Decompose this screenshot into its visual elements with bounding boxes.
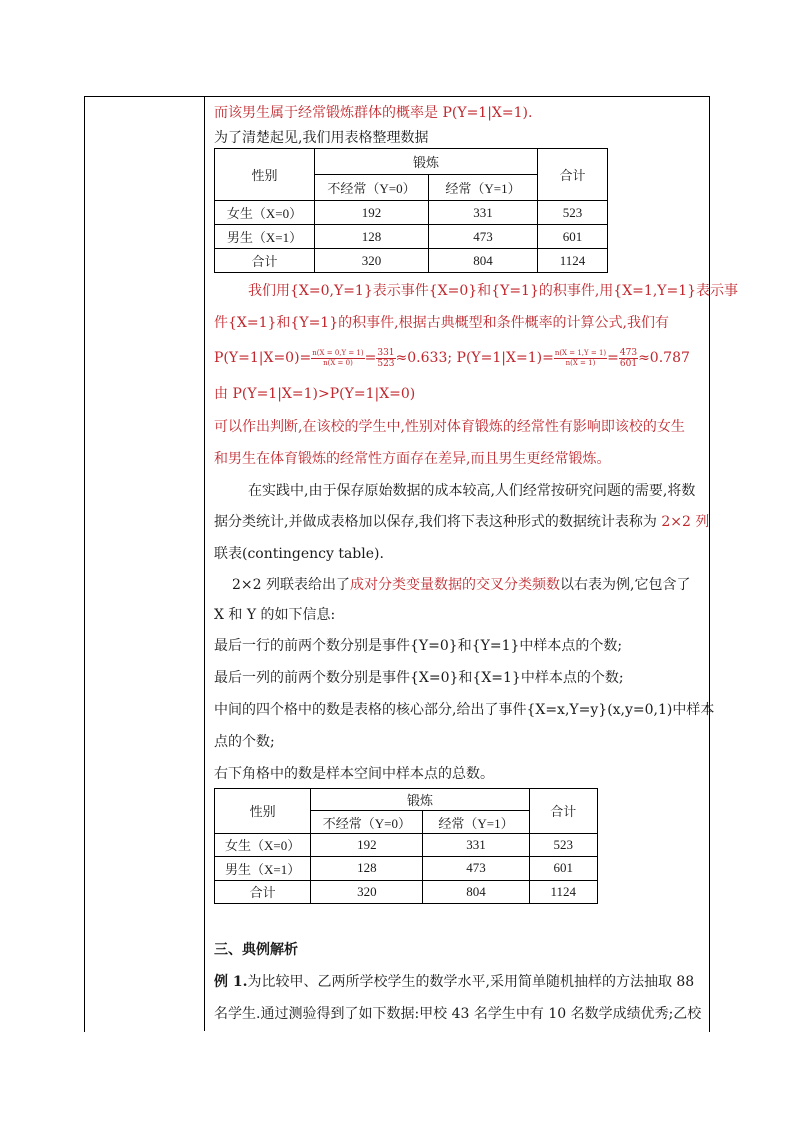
table-header-not-often: 不经常（Y=0） — [311, 811, 423, 833]
table-cell: 804 — [423, 880, 529, 903]
table-cell: 523 — [529, 833, 597, 856]
table-cell: 523 — [538, 201, 608, 225]
formula-left-prefix: P(Y=1|X=0)= — [214, 350, 312, 366]
table-header-gender: 性别 — [215, 789, 311, 834]
table-cell: 601 — [538, 225, 608, 249]
text-line-6c: 联表(contingency table). — [214, 546, 384, 562]
text-line-5b: 和男生在体育锻炼的经常性方面存在差异,而且男生更经常锻炼。 — [214, 451, 611, 467]
contingency-table-2 — [214, 788, 598, 904]
fraction-1: $\frac{n(X = 0,Y = 1)}{n(X = 0)}$ — [312, 348, 364, 367]
fraction-2: $\frac{n(X = 1,Y = 1)}{n(X = 1)}$ — [554, 348, 607, 367]
table-header-exercise: 锻炼 — [311, 789, 529, 811]
text-line-7b: X 和 Y 的如下信息: — [214, 607, 336, 623]
text-line-1: 而该男生属于经常锻炼群体的概率是 P(Y=1|X=1). — [214, 105, 533, 121]
table-row-label: 合计 — [215, 249, 315, 273]
fraction-2-value: $\frac{473}{601}$ — [619, 347, 638, 369]
table-cell: 320 — [311, 880, 423, 903]
table-cell: 192 — [315, 201, 429, 225]
table-cell: 331 — [423, 833, 529, 856]
table-row-label: 女生（X=0） — [215, 833, 311, 856]
text-line-6b: 据分类统计,并做成表格加以保存,我们将下表这种形式的数据统计表称为 2×2 列 — [214, 514, 710, 530]
fraction-1-value: $\frac{331}{523}$ — [377, 347, 395, 369]
section-heading: 三、典例解析 — [214, 942, 298, 958]
table-row-label: 男生（X=1） — [215, 857, 311, 880]
text-line-9: 最后一列的前两个数分别是事件{X=0}和{X=1}中样本点的个数; — [214, 670, 624, 686]
text-line-3b: 件{X=1}和{Y=1}的积事件,根据古典概型和条件概率的计算公式,我们有 — [214, 315, 670, 331]
table-cell: 1124 — [529, 880, 597, 903]
table-cell: 804 — [429, 249, 538, 273]
text-line-2: 为了清楚起见,我们用表格整理数据 — [214, 130, 429, 146]
table-cell: 128 — [311, 857, 423, 880]
table-cell: 473 — [423, 857, 529, 880]
table-header-exercise: 锻炼 — [315, 149, 538, 175]
table-cell: 320 — [315, 249, 429, 273]
text-line-8: 最后一行的前两个数分别是事件{Y=0}和{Y=1}中样本点的个数; — [214, 638, 623, 654]
text-line-7a: 2×2 列联表给出了成对分类变量数据的交叉分类频数以右表为例,它包含了 — [232, 577, 691, 593]
text-line-3a: 我们用{X=0,Y=1}表示事件{X=0}和{Y=1}的积事件,用{X=1,Y=1}表示事 — [248, 283, 739, 299]
column-separator — [204, 96, 205, 1031]
table-cell: 331 — [429, 201, 538, 225]
table-cell: 128 — [315, 225, 429, 249]
table-cell: 601 — [529, 857, 597, 880]
text-line-6a: 在实践中,由于保存原始数据的成本较高,人们经常按研究问题的需要,将数 — [248, 483, 696, 499]
table-header-total: 合计 — [538, 149, 608, 201]
table-cell: 192 — [311, 833, 423, 856]
formula-right-prefix: P(Y=1|X=1)= — [456, 350, 554, 366]
table-row-label: 男生（X=1） — [215, 225, 315, 249]
table-header-not-often: 不经常（Y=0） — [315, 175, 429, 201]
table-header-often: 经常（Y=1） — [429, 175, 538, 201]
table-cell: 1124 — [538, 249, 608, 273]
text-line-10b: 点的个数; — [214, 734, 275, 750]
table-cell: 473 — [429, 225, 538, 249]
example-1-line-a: 例 1.为比较甲、乙两所学校学生的数学水平,采用简单随机抽样的方法抽取 88 — [214, 974, 695, 990]
table-header-often: 经常（Y=1） — [423, 811, 529, 833]
table-header-gender: 性别 — [215, 149, 315, 201]
table-row-label: 合计 — [215, 880, 311, 903]
text-line-11: 右下角格中的数是样本空间中样本点的总数。 — [214, 766, 494, 782]
example-1-line-b: 名学生.通过测验得到了如下数据:甲校 43 名学生中有 10 名数学成绩优秀;乙校 — [214, 1006, 702, 1022]
table-row-label: 女生（X=0） — [215, 201, 315, 225]
text-line-4: 由 P(Y=1|X=1)>P(Y=1|X=0) — [214, 386, 416, 402]
text-line-5a: 可以作出判断,在该校的学生中,性别对体育锻炼的经常性有影响即该校的女生 — [214, 419, 685, 435]
contingency-table-1 — [214, 148, 608, 273]
table-header-total: 合计 — [529, 789, 597, 834]
formula-line: P(Y=1|X=0)= $\frac{n(X = 0,Y = 1)}{n(X = 0)}$ = $\frac{331}{523}$ ≈0.633; P(Y=1|X=1)= $\frac{n(X = 1,Y = 1)}{n(X = 1)}$ = $\frac{473}{601}$ ≈0.787 — [214, 347, 690, 369]
text-line-10a: 中间的四个格中的数是表格的核心部分,给出了事件{X=x,Y=y}(x,y=0,1)中样本 — [214, 702, 715, 718]
